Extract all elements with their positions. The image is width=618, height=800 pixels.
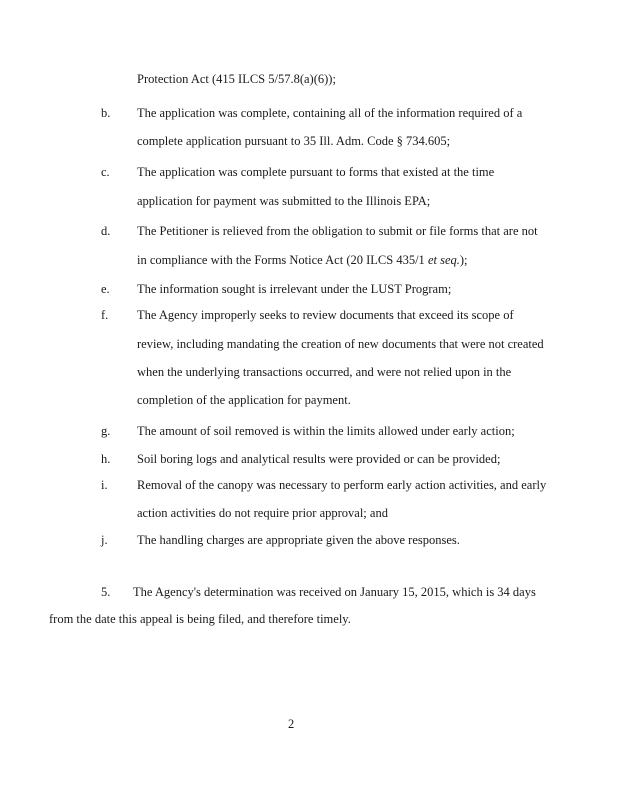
item-b-line-2: complete application pursuant to 35 Ill. Adm. Code § 734.605; — [137, 134, 451, 148]
item-label-g: g. — [101, 424, 111, 438]
item-label-j: j. — [101, 533, 108, 547]
paragraph-5-line-2: from the date this appeal is being filed, and therefore timely. — [49, 612, 351, 626]
item-i-line-1: Removal of the canopy was necessary to perform early action activities, and early — [137, 478, 547, 492]
item-f-line-2: review, including mandating the creation of new documents that were not created — [137, 337, 544, 351]
item-b-line-1: The application was complete, containing all of the information required of a — [137, 106, 523, 120]
item-d-line-2-em: et seq. — [427, 253, 460, 267]
item-label-e: e. — [101, 282, 110, 296]
page-number: 2 — [288, 717, 295, 731]
item-e-line-1: The information sought is irrelevant under the LUST Program; — [137, 282, 452, 296]
item-label-d: d. — [101, 224, 111, 238]
item-f-line-3: when the underlying transactions occurred, and were not relied upon in the — [137, 365, 512, 379]
item-c-line-2: application for payment was submitted to the Illinois EPA; — [137, 194, 431, 208]
item-label-f: f. — [101, 308, 109, 322]
item-label-b: b. — [101, 106, 111, 120]
item-d-line-2 — [137, 252, 468, 268]
item-d-line-2-post: ); — [459, 253, 468, 267]
item-label-i: i. — [101, 478, 108, 492]
item-f-line-4: completion of the application for payment. — [137, 393, 351, 407]
continuation-text: Protection Act (415 ILCS 5/57.8(a)(6)); — [137, 72, 336, 86]
item-j-line-1: The handling charges are appropriate given the above responses. — [137, 533, 460, 547]
item-label-h: h. — [101, 452, 111, 466]
item-d-line-1: The Petitioner is relieved from the obligation to submit or file forms that are not — [137, 224, 538, 238]
item-c-line-1: The application was complete pursuant to forms that existed at the time — [137, 165, 495, 179]
item-h-line-1: Soil boring logs and analytical results were provided or can be provided; — [137, 452, 501, 466]
item-i-line-2: action activities do not require prior approval; and — [137, 506, 388, 520]
item-g-line-1: The amount of soil removed is within the limits allowed under early action; — [137, 424, 515, 438]
item-f-line-1: The Agency improperly seeks to review documents that exceed its scope of — [137, 308, 514, 322]
paragraph-5-line-1: The Agency's determination was received on January 15, 2015, which is 34 days — [133, 585, 536, 599]
paragraph-5-number: 5. — [101, 585, 111, 599]
item-d-line-2-pre: in compliance with the Forms Notice Act (20 ILCS 435/1 — [137, 253, 428, 267]
item-label-c: c. — [101, 165, 110, 179]
